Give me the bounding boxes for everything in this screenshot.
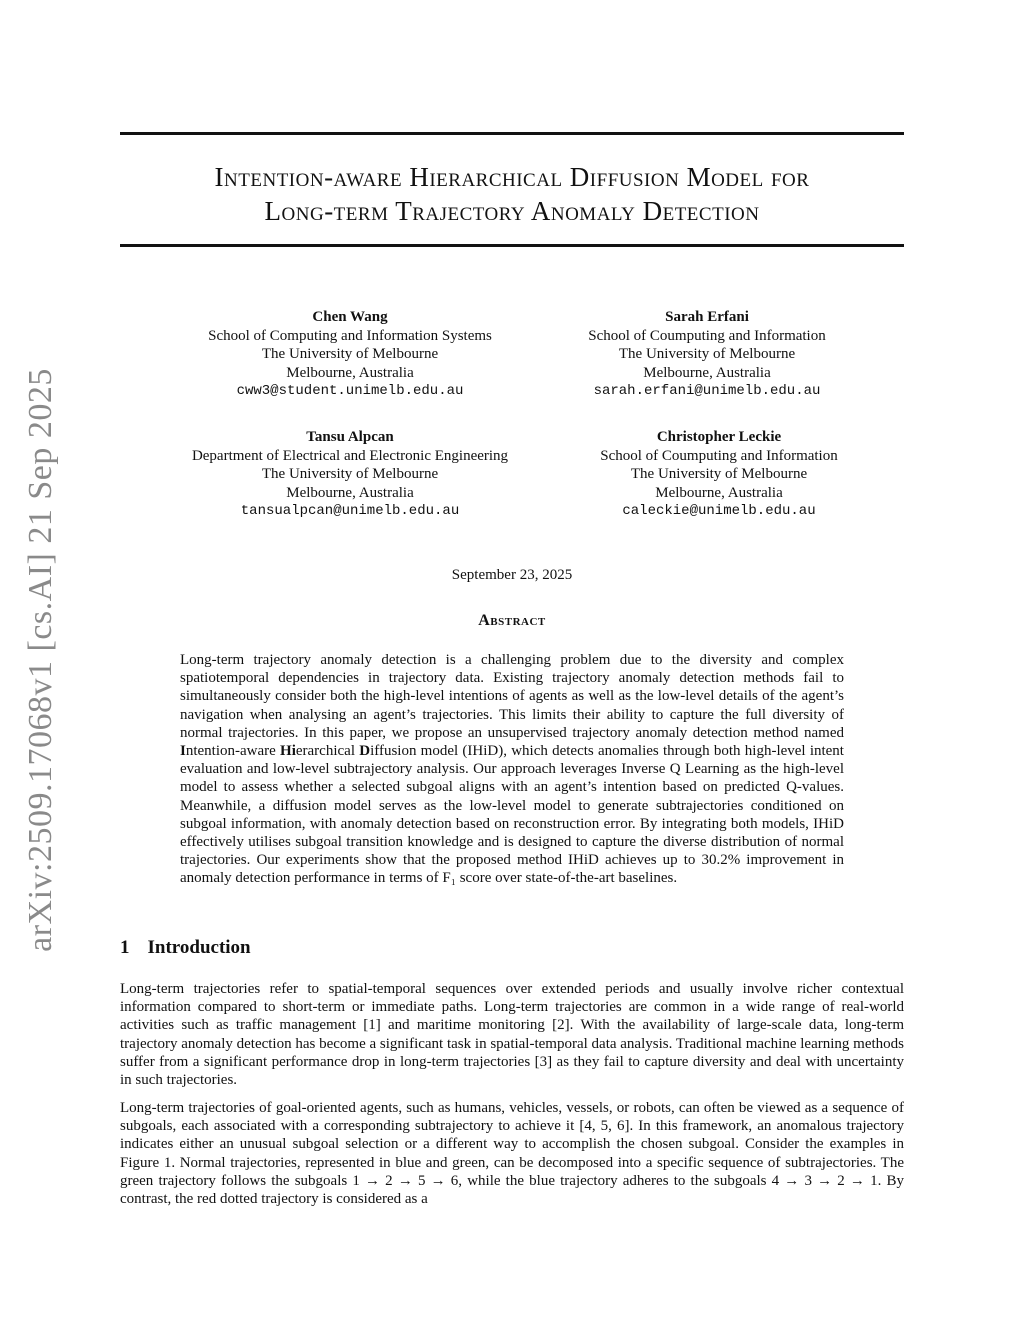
author-university: The University of Melbourne xyxy=(630,466,808,482)
author-university: The University of Melbourne xyxy=(261,466,439,482)
title-line-1: Intention-aware Hierarchical Diffusion Model for xyxy=(214,162,810,192)
author-block xyxy=(160,308,540,401)
title-top-rule xyxy=(120,132,904,135)
abstract-heading: Abstract xyxy=(478,612,546,629)
author-affiliation: School of Coumputing and Information xyxy=(588,327,826,344)
abstract-part-2: iffusion model (IHiD), which detects anomalies through both high-level intent evaluation and low-level subtrajectory analysis. Our approach leverages Inverse Q Learning as the high-level model to assess whether a selected subgoal aligns with an agent’s intention based on predicted Q-values. Meanwhile, a diffusion model serves as the low-level model to generate subtrajectories conditioned on subgoal information, with anomaly detection based on reconstruction error. By integrating both models, IHiD effectively utilises subgoal transition knowledge and is designed to capture the diverse distribution of normal trajectories. Our experiments show that the proposed method IHiD achieves up to 30.2% improvement in anomaly detection performance in terms of F₁ score over state-of-the-art baselines. xyxy=(180,743,844,887)
author-block xyxy=(517,308,897,401)
author-location: Melbourne, Australia xyxy=(643,364,771,381)
abstract-text xyxy=(180,651,844,888)
author-location: Melbourne, Australia xyxy=(655,484,783,501)
author-affiliation: School of Coumputing and Information xyxy=(600,447,838,464)
author-university: The University of Melbourne xyxy=(618,346,796,362)
author-affiliation: Department of Electrical and Electronic Engineering xyxy=(191,447,509,464)
acronym-rest: erarchical xyxy=(295,743,360,760)
section-title: Introduction xyxy=(147,937,251,958)
author-email: cww3@student.unimelb.edu.au xyxy=(236,383,464,399)
acronym-letter: D xyxy=(359,743,371,760)
title-line-2: Long-term Trajectory Anomaly Detection xyxy=(264,196,760,226)
author-block xyxy=(160,428,540,521)
author-affiliation: School of Computing and Information Systems xyxy=(208,327,492,344)
acronym-letter: I xyxy=(180,743,186,760)
author-email: caleckie@unimelb.edu.au xyxy=(622,503,816,519)
author-location: Melbourne, Australia xyxy=(286,484,414,501)
author-university: The University of Melbourne xyxy=(261,346,439,362)
author-email: sarah.erfani@unimelb.edu.au xyxy=(593,383,821,399)
author-location: Melbourne, Australia xyxy=(286,364,414,381)
section-number: 1 xyxy=(120,937,130,958)
title-bottom-rule xyxy=(120,244,904,247)
author-block xyxy=(529,428,909,521)
arxiv-identifier: arXiv:2509.17068v1 [cs.AI] 21 Sep 2025 xyxy=(22,368,59,952)
paper-title xyxy=(120,160,904,228)
author-name: Chen Wang xyxy=(312,309,388,325)
publication-date: September 23, 2025 xyxy=(451,567,573,583)
acronym-letter: Hi xyxy=(280,743,296,760)
body-paragraph: Long-term trajectories refer to spatial-temporal sequences over extended periods and usually involve richer contextual information compared to short-term or immediate paths. Long-term trajectories are common in a wide range of real-world activities such as traffic management [1] and maritime monitoring [2]. With the availability of large-scale data, long-term trajectory anomaly detection has become a significant task in spatial-temporal data analysis. Traditional machine learning methods suffer from a significant performance drop in long-term trajectories [3] as they fail to capture diversity and deal with uncertainty in such trajectories. xyxy=(120,981,904,1089)
author-name: Christopher Leckie xyxy=(656,429,782,445)
section-heading xyxy=(120,937,251,959)
body-paragraph: Long-term trajectories of goal-oriented agents, such as humans, vehicles, vessels, or robots, can often be viewed as a sequence of subgoals, each associated with a corresponding subtrajectory to achieve it [4, 5, 6]. In this framework, an anomalous trajectory indicates either an unusual subgoal selection or a different way to accomplish the chosen subgoal. Consider the examples in Figure 1. Normal trajectories, represented in blue and green, can be decomposed into a specific sequence of subtrajectories. The green trajectory follows the subgoals 1 → 2 → 5 → 6, while the blue trajectory adheres to the subgoals 4 → 3 → 2 → 1. By contrast, the red dotted trajectory is considered as a xyxy=(120,1100,904,1208)
author-name: Sarah Erfani xyxy=(665,309,749,325)
acronym-rest: ntention-aware xyxy=(185,743,281,760)
author-email: tansualpcan@unimelb.edu.au xyxy=(240,503,460,519)
abstract-part-1: Long-term trajectory anomaly detection is a challenging problem due to the diversity and complex spatiotemporal dependencies in trajectory data. Existing trajectory anomaly detection methods fail to simultaneously consider both the high-level intentions of agents as well as the low-level details of the agent’s navigation when analysing an agent’s trajectories. This limits their ability to capture the full diversity of normal trajectories. In this paper, we propose an unsupervised trajectory anomaly detection method named xyxy=(180,652,844,741)
author-name: Tansu Alpcan xyxy=(306,429,394,445)
